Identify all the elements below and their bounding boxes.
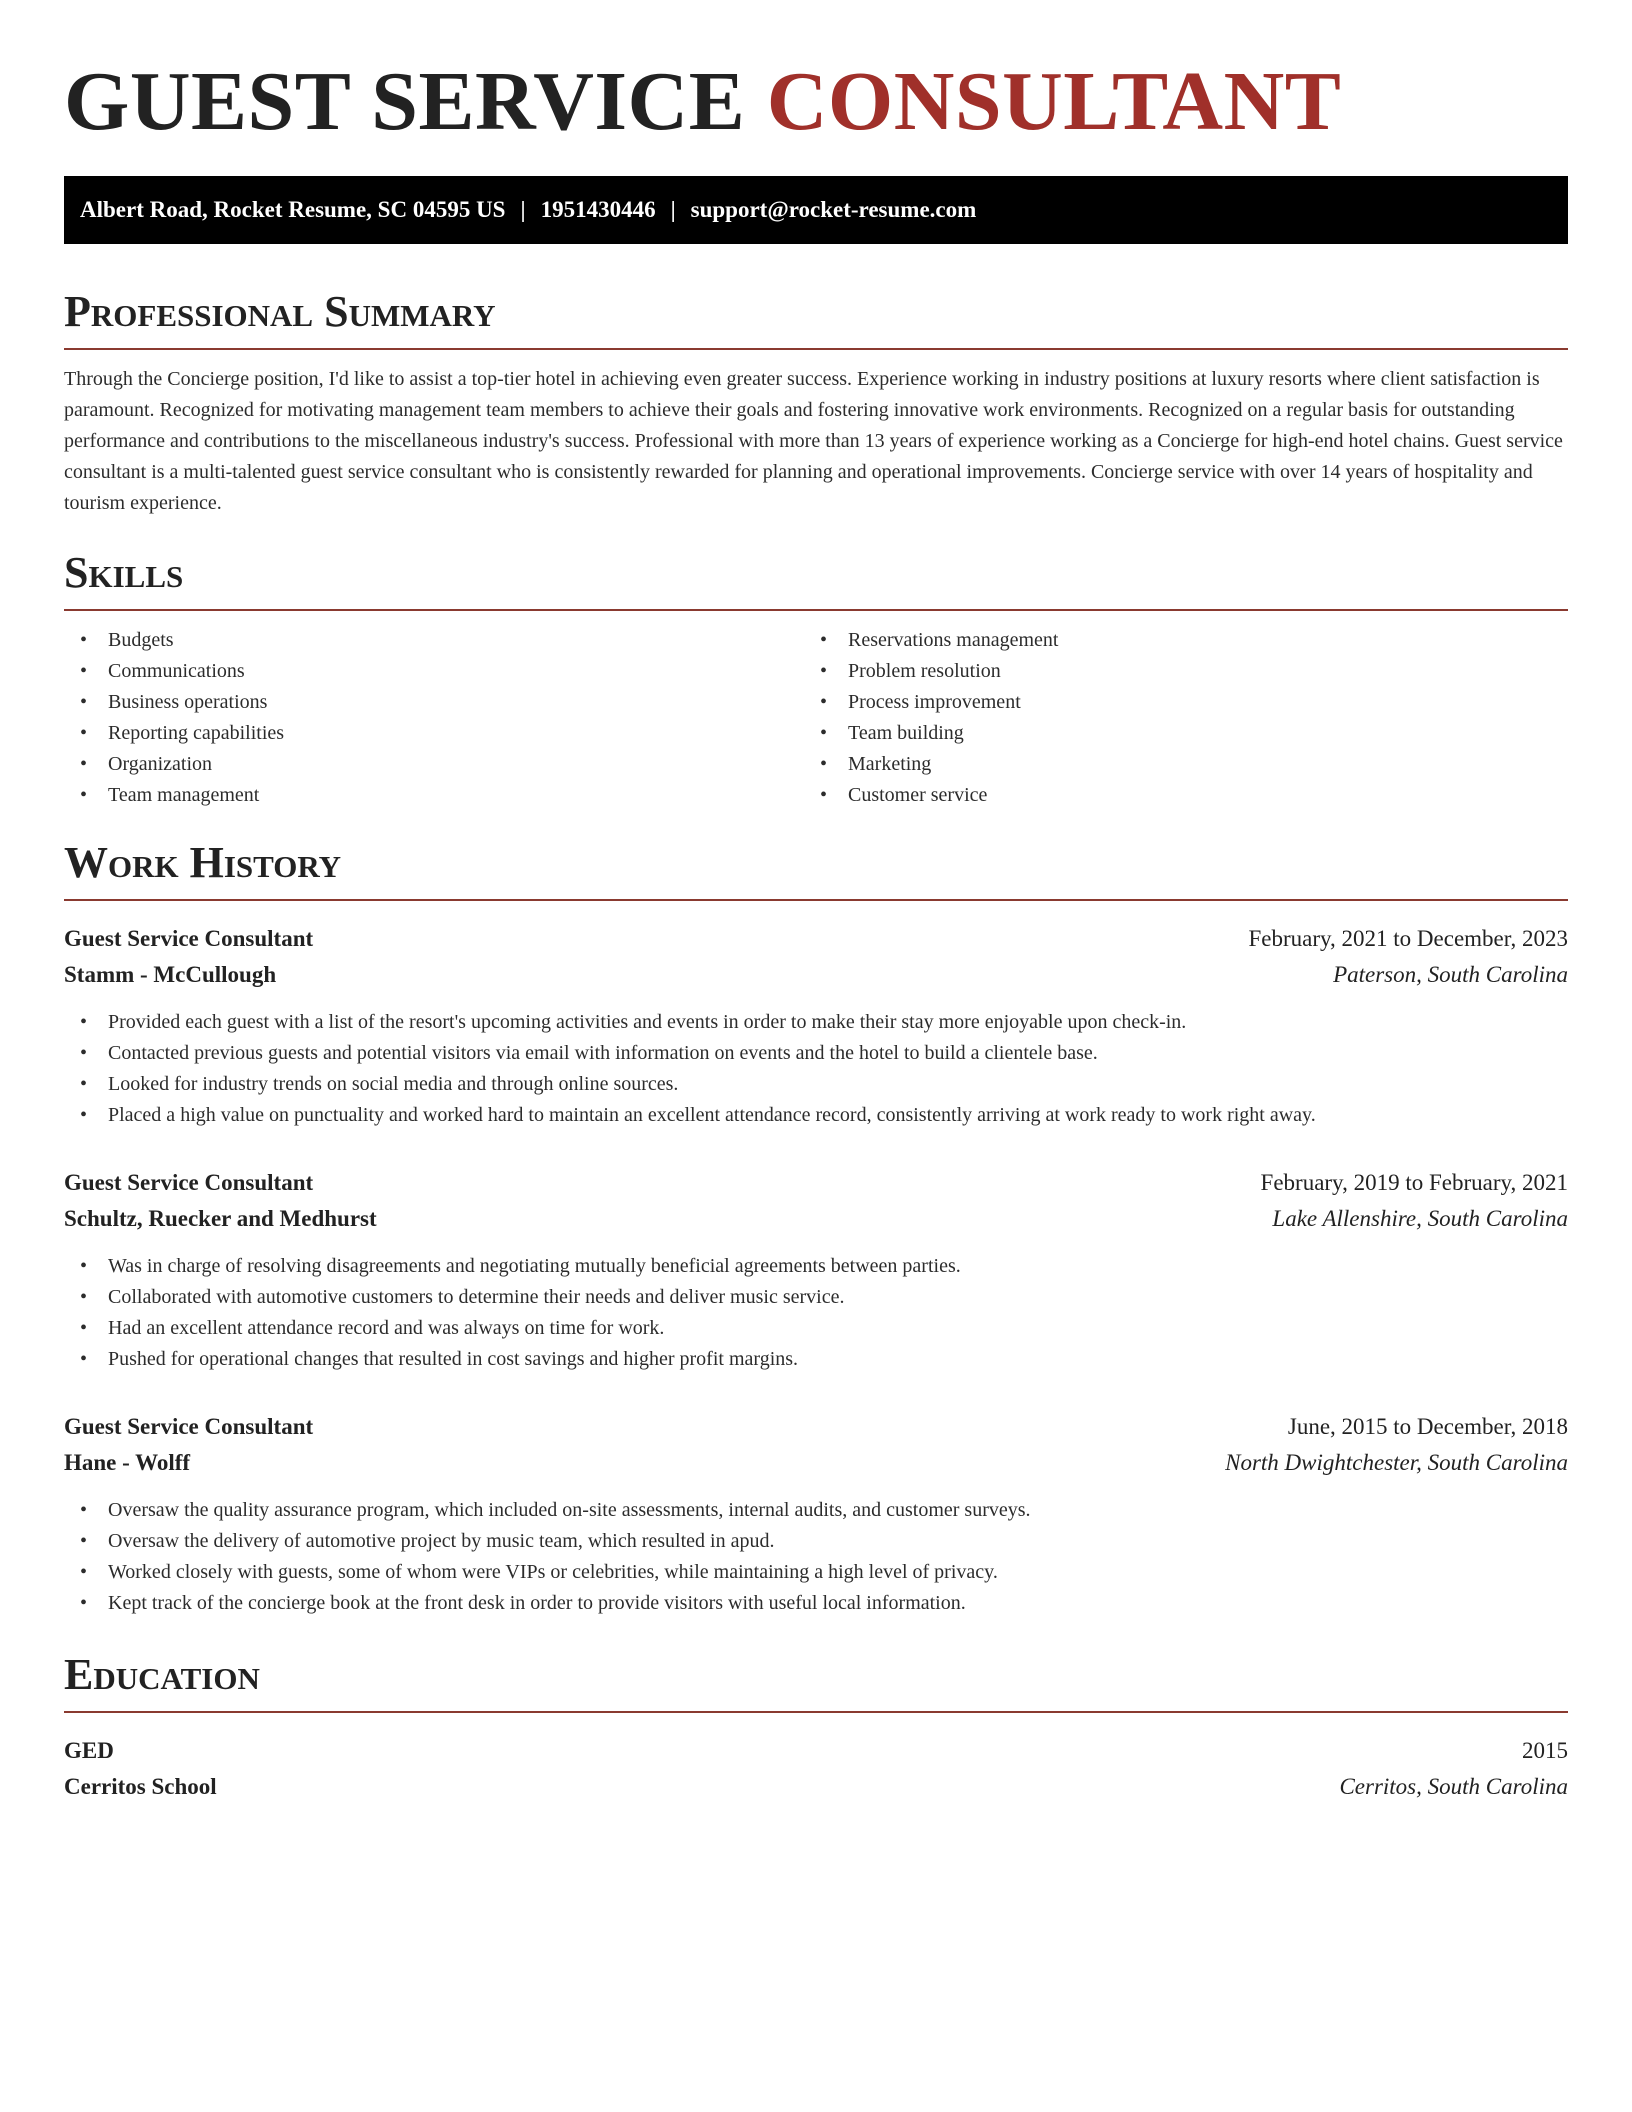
- job-bullet-text: Oversaw the delivery of automotive project by music team, which resulted in apud.: [108, 1530, 775, 1552]
- bullet-icon: •: [80, 1348, 88, 1370]
- skill-item: [804, 718, 1544, 749]
- skill-label: Problem resolution: [848, 660, 1001, 682]
- job-dates: June, 2015 to December, 2018: [1287, 1414, 1568, 1439]
- education-entry: [64, 1733, 1568, 1805]
- skill-item: [804, 749, 1544, 780]
- skill-label: Reporting capabilities: [108, 722, 285, 744]
- job-bullet: [64, 1557, 1568, 1588]
- education-location: Cerritos, South Carolina: [1339, 1774, 1568, 1799]
- skill-label: Team management: [108, 784, 260, 806]
- job-dates: February, 2019 to February, 2021: [1260, 1170, 1568, 1195]
- job-bullet: [64, 1038, 1568, 1069]
- job-bullet: [64, 1344, 1568, 1375]
- summary-text: Through the Concierge position, I'd like to assist a top-tier hotel in achieving even greater success. Experience working in industry positions at luxury resorts where client satisfaction is paramount. Recognized for motivating management team members to achieve their goals and fostering innovative work environments. Recognized on a regular basis for outstanding performance and contributions to the miscellaneous industry's success. Professional with more than 13 years of experience working as a Concierge for high-end hotel chains. Guest service consultant is a multi-talented guest service consultant who is consistently rewarded for planning and operational improvements. Concierge service with over 14 years of hospitality and tourism experience.: [64, 368, 1563, 514]
- job-title: Guest Service Consultant: [64, 926, 314, 951]
- section-divider: [64, 348, 1568, 350]
- job-location: Paterson, South Carolina: [1333, 962, 1568, 987]
- job-location: North Dwightchester, South Carolina: [1225, 1450, 1568, 1475]
- bullet-icon: •: [820, 629, 828, 651]
- job-bullet-text: Pushed for operational changes that resulted in cost savings and higher profit margins.: [108, 1348, 799, 1370]
- title-accent: CONSULTANT: [766, 55, 1342, 148]
- education-year: 2015: [1522, 1738, 1568, 1763]
- bullet-icon: •: [80, 1042, 88, 1064]
- job-bullet: [64, 1495, 1568, 1526]
- skill-label: Organization: [108, 753, 213, 775]
- job-bullet-text: Kept track of the concierge book at the front desk in order to provide visitors with useful local information.: [108, 1592, 966, 1614]
- job-company: Schultz, Ruecker and Medhurst: [64, 1206, 377, 1231]
- job-bullets: [64, 1251, 1568, 1375]
- skill-item: [64, 656, 804, 687]
- job-bullet-text: Had an excellent attendance record and was always on time for work.: [108, 1317, 665, 1339]
- bullet-icon: •: [820, 753, 828, 775]
- skill-label: Marketing: [848, 753, 932, 775]
- bullet-icon: •: [80, 1286, 88, 1308]
- job-bullet: [64, 1007, 1568, 1038]
- job-header-row: [64, 1409, 1568, 1445]
- skill-item: [64, 625, 804, 656]
- section-heading-work-history: Work History: [64, 838, 342, 887]
- section-divider: [64, 899, 1568, 901]
- job-bullet-text: Looked for industry trends on social media and through online sources.: [108, 1073, 679, 1095]
- skill-label: Reservations management: [848, 629, 1059, 651]
- job-bullet: [64, 1251, 1568, 1282]
- job-bullet-text: Provided each guest with a list of the resort's upcoming activities and events in order to make their stay more enjoyable upon check-in.: [108, 1011, 1187, 1033]
- bullet-icon: •: [80, 1530, 88, 1552]
- skills-list: [64, 625, 1568, 811]
- contact-email: support@rocket-resume.com: [690, 197, 977, 222]
- job-company: Hane - Wolff: [64, 1450, 191, 1475]
- resume-page: [64, 0, 1568, 1805]
- job-title: Guest Service Consultant: [64, 1170, 314, 1195]
- job-bullet: [64, 1526, 1568, 1557]
- bullet-icon: •: [80, 1499, 88, 1521]
- bullet-icon: •: [80, 629, 88, 651]
- resume-title: [64, 0, 1568, 150]
- bullet-icon: •: [80, 1104, 88, 1126]
- bullet-icon: •: [80, 691, 88, 713]
- job-company-row: [64, 957, 1568, 993]
- job-title: Guest Service Consultant: [64, 1414, 314, 1439]
- job-company-row: [64, 1201, 1568, 1237]
- skills-column-right: [804, 625, 1544, 811]
- bullet-icon: •: [820, 691, 828, 713]
- skills-column-left: [64, 625, 804, 811]
- skill-item: [64, 780, 804, 811]
- job-location: Lake Allenshire, South Carolina: [1272, 1206, 1568, 1231]
- bullet-icon: •: [80, 1073, 88, 1095]
- skill-item: [804, 625, 1544, 656]
- job-company: Stamm - McCullough: [64, 962, 277, 987]
- education-school-row: [64, 1769, 1568, 1805]
- title-first: GUEST SERVICE: [64, 55, 746, 148]
- education-school: Cerritos School: [64, 1774, 217, 1799]
- job-bullet-text: Oversaw the quality assurance program, which included on-site assessments, internal audits, and customer surveys.: [108, 1499, 1031, 1521]
- skill-label: Communications: [108, 660, 245, 682]
- job-bullet: [64, 1069, 1568, 1100]
- section-heading-summary: Professional Summary: [64, 287, 496, 336]
- skill-item: [64, 687, 804, 718]
- education-degree: GED: [64, 1738, 114, 1763]
- job-bullet-text: Worked closely with guests, some of whom were VIPs or celebrities, while maintaining a high level of privacy.: [108, 1561, 998, 1583]
- job-bullet-text: Contacted previous guests and potential visitors via email with information on events and the hotel to build a clientele base.: [108, 1042, 1098, 1064]
- job-header-row: [64, 1165, 1568, 1201]
- contact-separator: |: [520, 197, 526, 222]
- skill-label: Customer service: [848, 784, 988, 806]
- bullet-icon: •: [80, 1592, 88, 1614]
- job-bullets: [64, 1495, 1568, 1619]
- bullet-icon: •: [80, 1561, 88, 1583]
- bullet-icon: •: [80, 753, 88, 775]
- skill-item: [804, 656, 1544, 687]
- skill-item: [804, 687, 1544, 718]
- contact-separator: |: [670, 197, 676, 222]
- bullet-icon: •: [80, 1317, 88, 1339]
- job-bullets: [64, 1007, 1568, 1131]
- contact-bar: [64, 176, 1568, 244]
- bullet-icon: •: [80, 722, 88, 744]
- bullet-icon: •: [820, 660, 828, 682]
- skill-label: Business operations: [108, 691, 268, 713]
- bullet-icon: •: [80, 784, 88, 806]
- job-bullet: [64, 1100, 1568, 1131]
- job-bullet: [64, 1588, 1568, 1619]
- section-heading-education: Education: [64, 1650, 260, 1699]
- skill-item: [804, 780, 1544, 811]
- section-divider: [64, 1711, 1568, 1713]
- job-dates: February, 2021 to December, 2023: [1248, 926, 1568, 951]
- job-bullet: [64, 1282, 1568, 1313]
- job-bullet: [64, 1313, 1568, 1344]
- job-entry: [64, 1409, 1568, 1619]
- job-bullet-text: Collaborated with automotive customers to determine their needs and deliver music service.: [108, 1286, 845, 1308]
- contact-phone: 1951430446: [540, 197, 656, 222]
- contact-address: Albert Road, Rocket Resume, SC 04595 US: [80, 197, 506, 222]
- skill-label: Budgets: [108, 629, 174, 651]
- job-company-row: [64, 1445, 1568, 1481]
- section-divider: [64, 609, 1568, 611]
- skill-item: [64, 718, 804, 749]
- section-heading-skills: Skills: [64, 548, 184, 597]
- skill-label: Team building: [848, 722, 964, 744]
- education-degree-row: [64, 1733, 1568, 1769]
- job-bullet-text: Placed a high value on punctuality and worked hard to maintain an excellent attendance record, consistently arriving at work ready to work right away.: [108, 1104, 1316, 1126]
- bullet-icon: •: [80, 1011, 88, 1033]
- bullet-icon: •: [820, 722, 828, 744]
- job-bullet-text: Was in charge of resolving disagreements and negotiating mutually beneficial agreements between parties.: [108, 1255, 961, 1277]
- skill-item: [64, 749, 804, 780]
- bullet-icon: •: [80, 660, 88, 682]
- bullet-icon: •: [820, 784, 828, 806]
- job-entry: [64, 921, 1568, 1131]
- job-entry: [64, 1165, 1568, 1375]
- skill-label: Process improvement: [848, 691, 1021, 713]
- job-header-row: [64, 921, 1568, 957]
- bullet-icon: •: [80, 1255, 88, 1277]
